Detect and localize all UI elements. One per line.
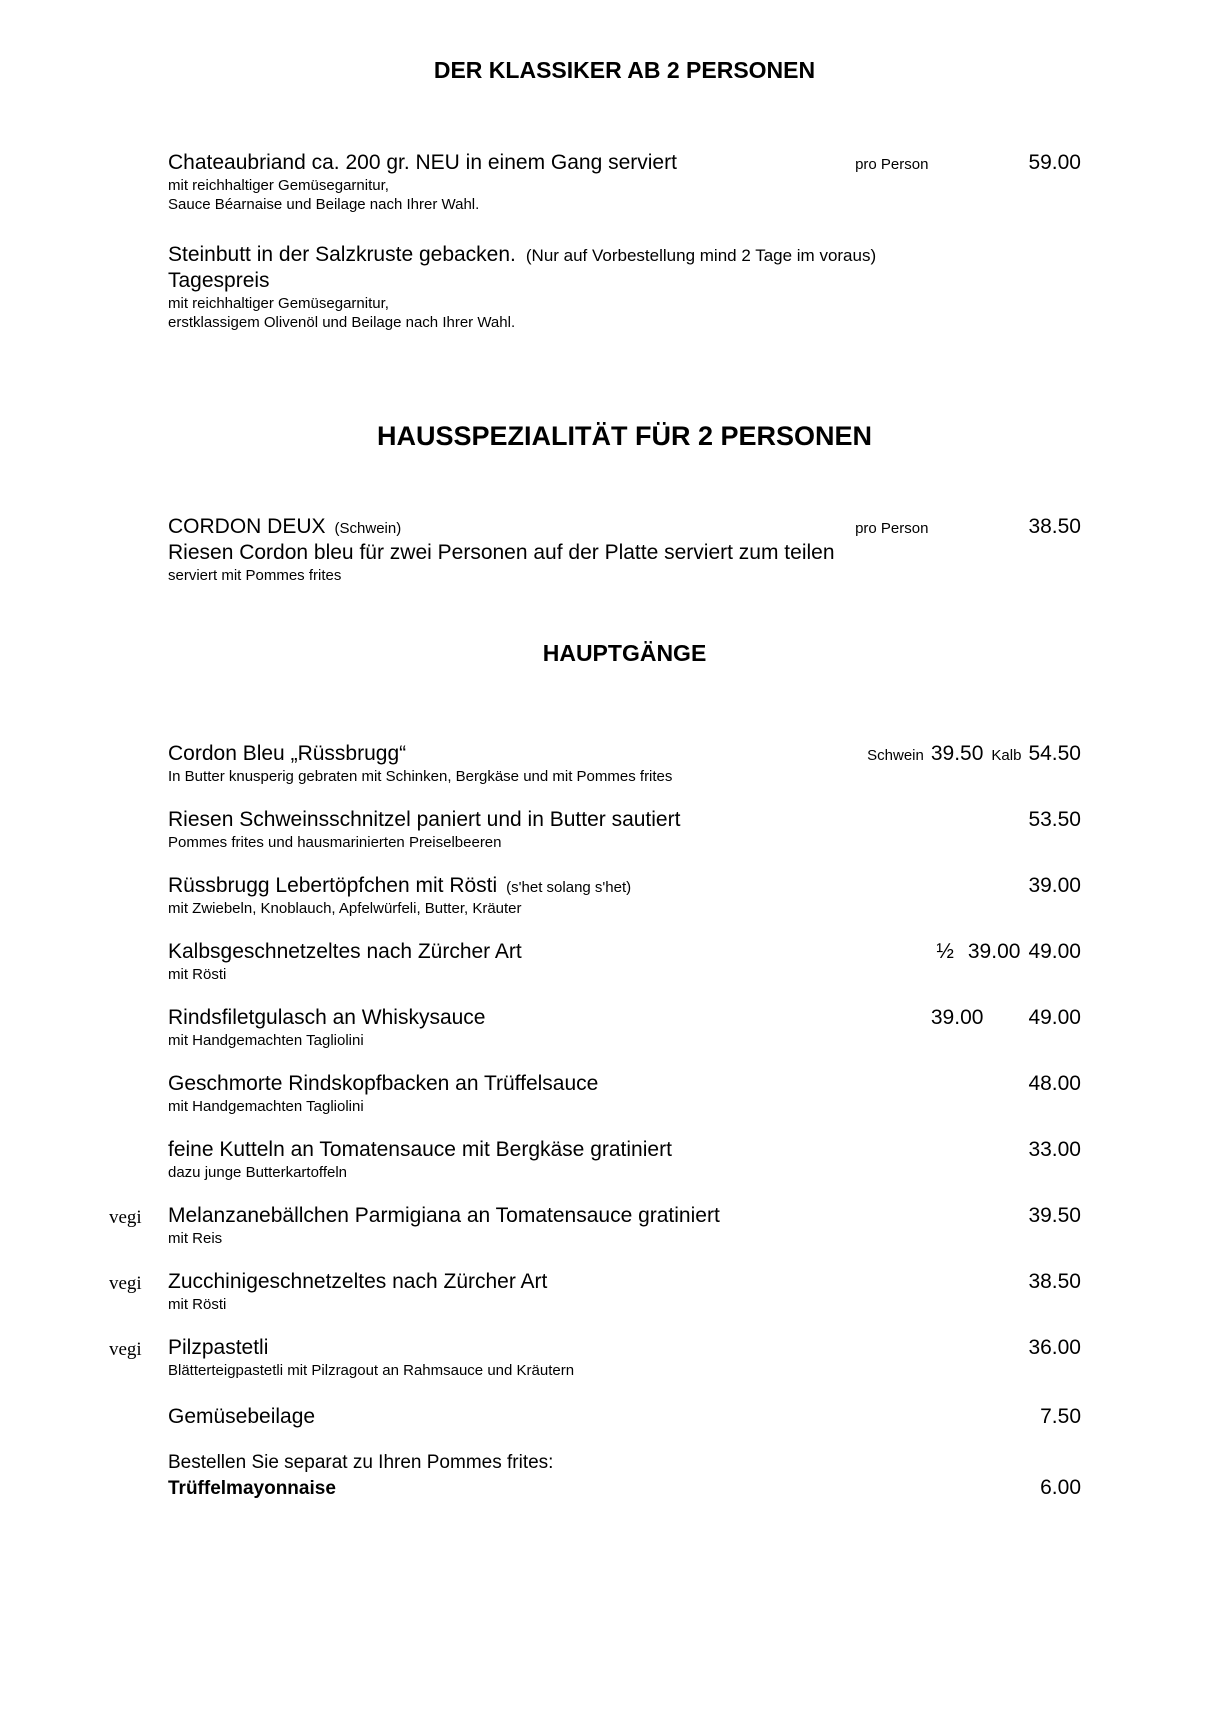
price-area <box>1028 1335 1081 1361</box>
price: 33.00 <box>1028 1138 1081 1161</box>
menu-item <box>109 1335 1081 1380</box>
dish-line <box>168 1005 1081 1031</box>
price-variant-label: ½ <box>936 940 954 963</box>
vegi-label: vegi <box>109 1273 142 1294</box>
dish-line <box>168 1269 1081 1295</box>
menu-item <box>168 873 1081 918</box>
menu-item <box>168 1475 1081 1501</box>
menu-item <box>168 741 1081 786</box>
dish-desc: serviert mit Pommes frites <box>168 567 342 584</box>
dish-desc: In Butter knusperig gebraten mit Schinken, Bergkäse und mit Pommes frites <box>168 768 673 785</box>
price-group <box>991 741 1081 767</box>
price-area <box>936 939 1081 965</box>
price-group <box>867 741 983 767</box>
dish-line <box>168 1071 1081 1097</box>
menu-item <box>109 1269 1081 1314</box>
dish-name: Rindsfiletgulasch an Whiskysauce <box>168 1006 486 1029</box>
price-area <box>1028 807 1081 833</box>
price-area <box>1028 873 1081 899</box>
menu-item <box>168 242 1081 332</box>
dish-line <box>168 873 1081 899</box>
menu-item <box>168 1005 1081 1050</box>
dish-line <box>168 150 1081 176</box>
dish-name: Geschmorte Rindskopfbacken an Trüffelsauce <box>168 1072 599 1095</box>
price: 36.00 <box>1028 1336 1081 1359</box>
dish-desc: mit reichhaltiger Gemüsegarnitur, <box>168 177 389 194</box>
dish-name: Steinbutt in der Salzkruste gebacken. <box>168 243 516 266</box>
unit-label: pro Person <box>855 520 929 537</box>
price: 38.50 <box>1028 1270 1081 1293</box>
menu-content <box>109 0 1081 1501</box>
price-group <box>936 939 1020 965</box>
dish-line <box>168 242 1081 268</box>
menu-item <box>168 514 1081 585</box>
section-title: DER KLASSIKER AB 2 PERSONEN <box>433 57 816 83</box>
dish-desc: mit Handgemachten Tagliolini <box>168 1098 364 1115</box>
menu-item <box>168 1404 1081 1430</box>
price-variant-label: Schwein <box>867 747 924 764</box>
price: 59.00 <box>1028 151 1081 174</box>
dish-name: Trüffelmayonnaise <box>168 1478 336 1499</box>
price-group <box>1028 939 1081 965</box>
dish-name-line2: Tagespreis <box>168 269 270 292</box>
price: 7.50 <box>1040 1405 1081 1428</box>
price: 38.50 <box>1028 515 1081 538</box>
vegi-label: vegi <box>109 1207 142 1228</box>
price: 53.50 <box>1028 808 1081 831</box>
price: 39.50 <box>1028 1204 1081 1227</box>
price: 48.00 <box>1028 1072 1081 1095</box>
dish-name: Chateaubriand ca. 200 gr. NEU in einem Gang serviert <box>168 151 677 174</box>
menu-section <box>168 420 1081 585</box>
menu-item <box>168 1137 1081 1182</box>
dish-name: feine Kutteln an Tomatensauce mit Bergkäse gratiniert <box>168 1138 672 1161</box>
price-area <box>855 514 1081 540</box>
price-variant-label: Kalb <box>991 747 1022 764</box>
dish-name: Bestellen Sie separat zu Ihren Pommes frites: <box>168 1452 554 1473</box>
dish-line <box>168 1451 1081 1475</box>
price: 6.00 <box>1040 1476 1081 1499</box>
menu-item <box>168 807 1081 852</box>
dish-line <box>168 1335 1081 1361</box>
price-area <box>931 1005 1081 1031</box>
dish-name: Riesen Schweinsschnitzel paniert und in Butter sautiert <box>168 808 681 831</box>
unit-label: pro Person <box>855 156 929 173</box>
dish-desc: mit Rösti <box>168 1296 227 1313</box>
dish-desc: mit Handgemachten Tagliolini <box>168 1032 364 1049</box>
dish-name: Gemüsebeilage <box>168 1405 316 1428</box>
dish-desc: dazu junge Butterkartoffeln <box>168 1164 348 1181</box>
menu-item <box>168 150 1081 214</box>
menu-section <box>168 56 1081 332</box>
dish-note: (s'het solang s'het) <box>506 879 632 896</box>
dish-desc: Blätterteigpastetli mit Pilzragout an Rahmsauce und Kräutern <box>168 1362 575 1379</box>
price-area <box>1040 1404 1081 1430</box>
section-title: HAUSSPEZIALITÄT FÜR 2 PERSONEN <box>376 421 873 451</box>
dish-desc: Pommes frites und hausmarinierten Preiselbeeren <box>168 834 502 851</box>
price-area <box>1028 1071 1081 1097</box>
price-group <box>931 1005 984 1031</box>
menu-section <box>109 639 1081 1501</box>
dish-name: Cordon Bleu „Rüssbrugg“ <box>168 742 407 765</box>
price: 49.00 <box>1028 940 1081 963</box>
dish-desc: erstklassigem Olivenöl und Beilage nach Ihrer Wahl. <box>168 314 516 331</box>
dish-name: Pilzpastetli <box>168 1336 269 1359</box>
vegi-label: vegi <box>109 1339 142 1360</box>
price-area <box>1028 1203 1081 1229</box>
menu-item <box>109 1203 1081 1248</box>
dish-name: Rüssbrugg Lebertöpfchen mit Rösti <box>168 874 498 897</box>
dish-name: Zucchinigeschnetzeltes nach Zürcher Art <box>168 1270 548 1293</box>
dish-desc: mit Zwiebeln, Knoblauch, Apfelwürfeli, Butter, Kräuter <box>168 900 522 917</box>
price-area <box>867 741 1081 767</box>
dish-line <box>168 1475 1081 1501</box>
price-area <box>1028 1137 1081 1163</box>
menu-item <box>168 1451 1081 1475</box>
price: 39.50 <box>930 742 984 765</box>
dish-desc: mit reichhaltiger Gemüsegarnitur, <box>168 295 389 312</box>
dish-line <box>168 939 1081 965</box>
dish-line <box>168 1203 1081 1229</box>
dish-desc: Sauce Béarnaise und Beilage nach Ihrer Wahl. <box>168 196 480 213</box>
dish-name-line2: Riesen Cordon bleu für zwei Personen auf der Platte serviert zum teilen <box>168 541 835 564</box>
dish-line <box>168 1404 1081 1430</box>
dish-note: (Schwein) <box>334 520 402 537</box>
section-title: HAUPTGÄNGE <box>542 640 707 666</box>
dish-line <box>168 741 1081 767</box>
dish-note: (Nur auf Vorbestellung mind 2 Tage im voraus) <box>525 246 877 265</box>
dish-name: Kalbsgeschnetzeltes nach Zürcher Art <box>168 940 522 963</box>
dish-line <box>168 1137 1081 1163</box>
price: 39.00 <box>967 940 1021 963</box>
dish-line <box>168 514 1081 540</box>
price-area <box>855 150 1081 176</box>
price-area <box>1040 1475 1081 1501</box>
dish-name: Melanzanebällchen Parmigiana an Tomatensauce gratiniert <box>168 1204 720 1227</box>
dish-desc: mit Reis <box>168 1230 223 1247</box>
price: 39.00 <box>930 1006 984 1029</box>
price-group <box>1028 1005 1081 1031</box>
price: 39.00 <box>1028 874 1081 897</box>
price: 49.00 <box>1028 1006 1081 1029</box>
price: 54.50 <box>1028 742 1081 765</box>
dish-desc: mit Rösti <box>168 966 227 983</box>
dish-name: CORDON DEUX <box>168 515 326 538</box>
dish-line <box>168 807 1081 833</box>
menu-item <box>168 939 1081 984</box>
menu-item <box>168 1071 1081 1116</box>
price-area <box>1028 1269 1081 1295</box>
